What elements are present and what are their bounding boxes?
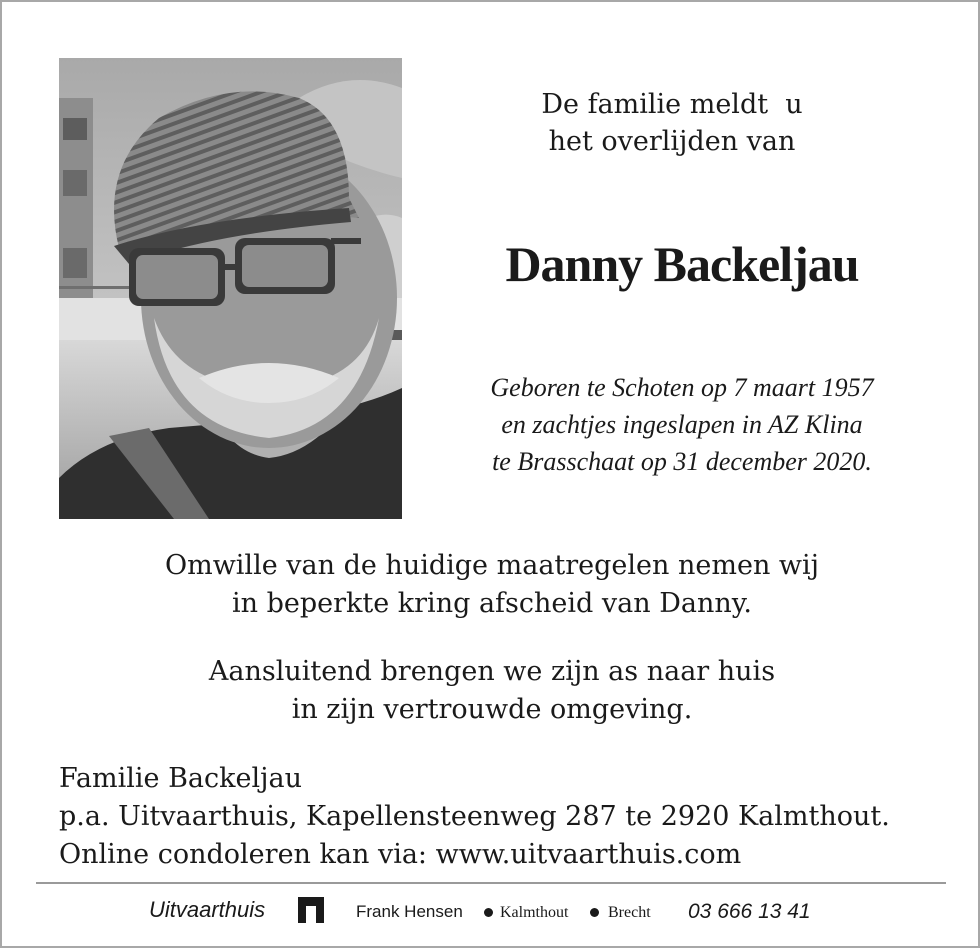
bullet-icon xyxy=(484,908,493,917)
date-line: te Brasschaat op 31 december 2020. xyxy=(492,447,872,476)
paragraph-line: in zijn vertrouwde omgeving. xyxy=(291,694,693,725)
family-signature xyxy=(59,760,890,874)
intro-line: het overlijden van xyxy=(548,126,796,157)
footer-divider xyxy=(36,882,946,884)
portrait-photo xyxy=(59,58,402,519)
location-brecht: Brecht xyxy=(608,904,651,921)
signature-condolence: Online condoleren kan via: www.uitvaarthuis.com xyxy=(59,839,742,870)
signature-address: p.a. Uitvaarthuis, Kapellensteenweg 287 te 2920 Kalmthout. xyxy=(59,801,890,832)
paragraph-line: in beperkte kring afscheid van Danny. xyxy=(231,588,752,619)
date-line: en zachtjes ingeslapen in AZ Klina xyxy=(501,410,863,439)
funeral-home-footer xyxy=(2,895,978,929)
funeral-home-brand: Uitvaarthuis xyxy=(149,897,266,922)
intro-text xyxy=(472,86,872,160)
bullet-icon xyxy=(590,908,599,917)
birth-death-text xyxy=(422,369,942,480)
deceased-name: Danny Backeljau xyxy=(505,236,859,292)
date-line: Geboren te Schoten op 7 maart 1957 xyxy=(490,373,874,402)
portrait-illustration xyxy=(59,58,402,519)
location-kalmthout: Kalmthout xyxy=(500,904,569,921)
paragraph-line: Omwille van de huidige maatregelen nemen wij xyxy=(164,550,820,581)
paragraph-line: Aansluitend brengen we zijn as naar huis xyxy=(208,656,776,687)
farewell-paragraph xyxy=(62,547,922,623)
ashes-paragraph xyxy=(62,653,922,729)
funeral-director: Frank Hensen xyxy=(356,902,463,921)
phone-number: 03 666 13 41 xyxy=(688,900,811,923)
intro-line: De familie meldt u xyxy=(541,89,803,120)
signature-family: Familie Backeljau xyxy=(59,763,302,794)
arch-logo-icon xyxy=(298,897,324,923)
